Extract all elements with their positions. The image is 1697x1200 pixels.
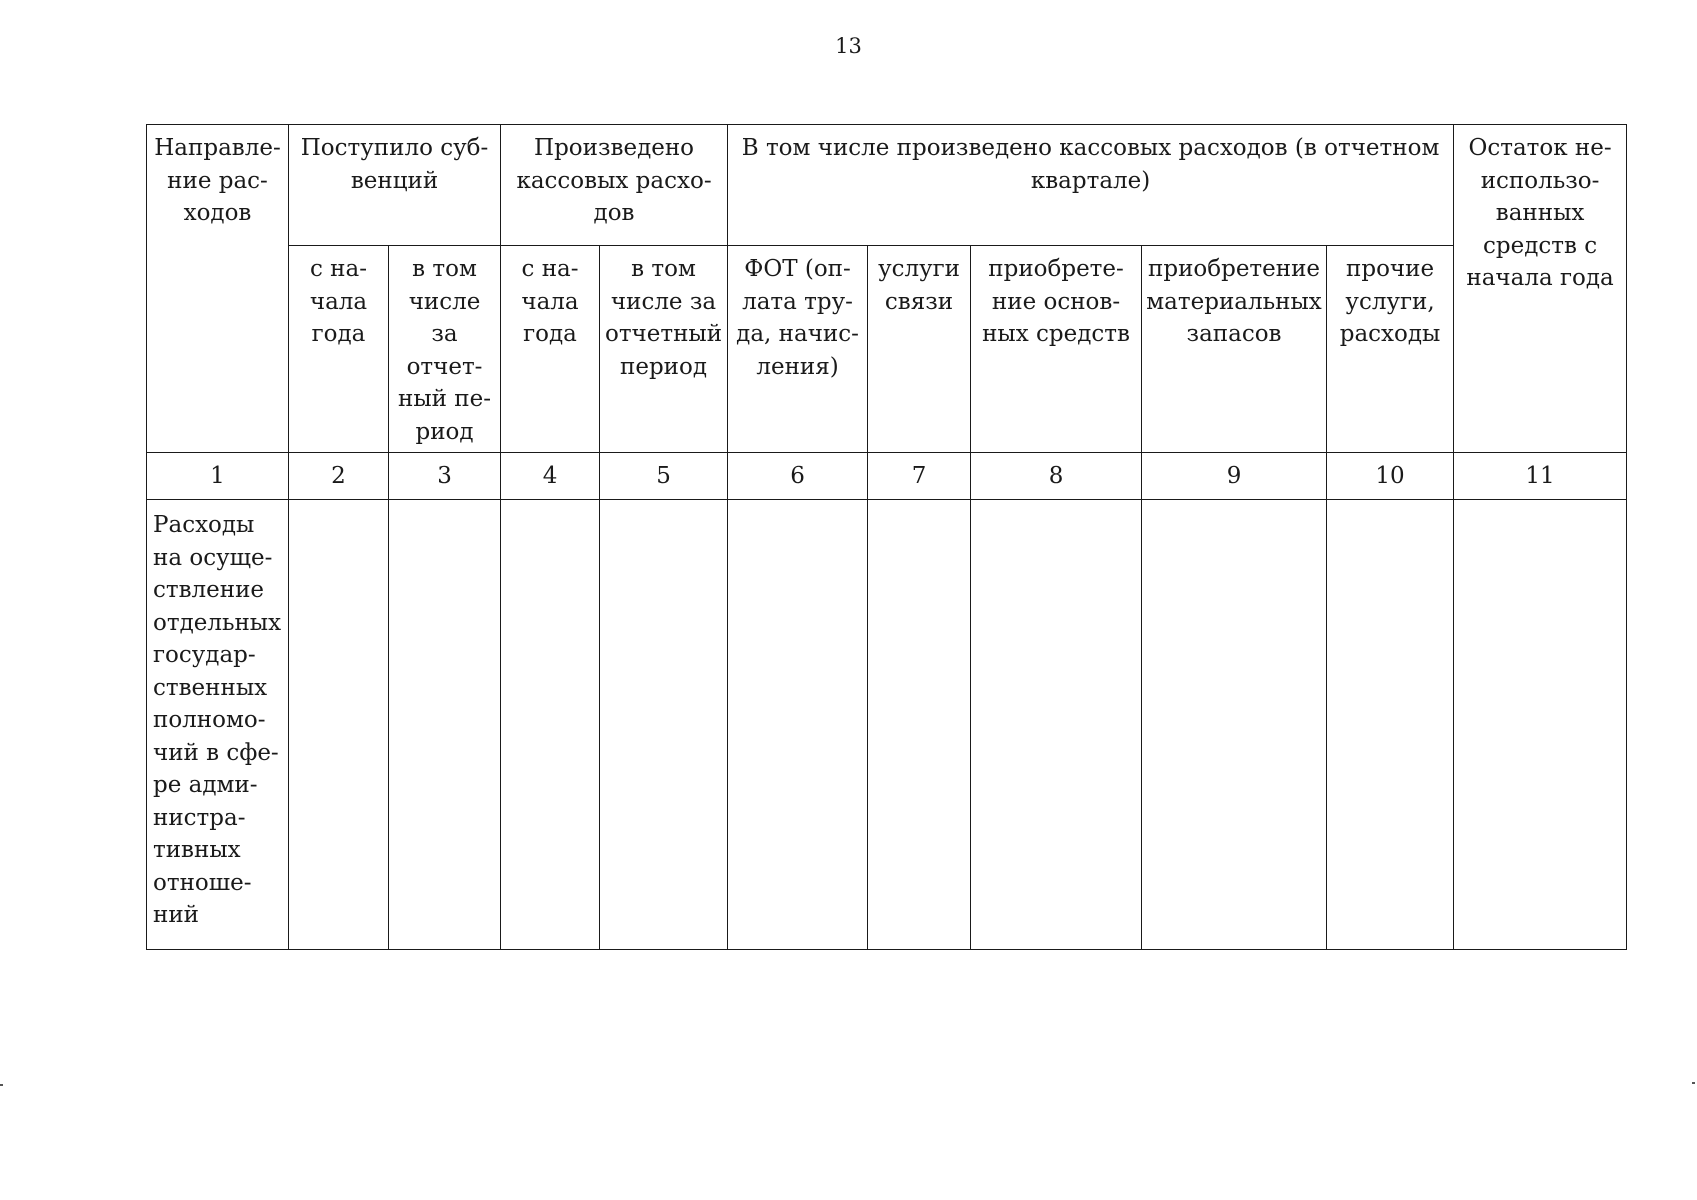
header-communication-services: услуги связи xyxy=(868,246,971,453)
header-received-from-year-start: с на- чала года xyxy=(289,246,389,453)
header-row-subcolumns xyxy=(147,246,1627,453)
header-unused-remainder: Остаток не- использо- ванных средств с начала года xyxy=(1454,125,1627,453)
header-spent-from-year-start: с на- чала года xyxy=(501,246,600,453)
header-received-subventions: Поступило суб- венций xyxy=(289,125,501,246)
table-cell xyxy=(1142,500,1327,950)
table-cell xyxy=(389,500,501,950)
table-cell xyxy=(1454,500,1627,950)
header-material-stocks: приобретение материальных запасов xyxy=(1142,246,1327,453)
header-direction: Направле- ние рас- ходов xyxy=(147,125,289,453)
table-cell xyxy=(728,500,868,950)
column-number: 2 xyxy=(289,453,389,500)
row-label-administrative-powers: Расходы на осуще- ствление отдельных государ- ственных полномо- чий в сфе- ре адми- нистра- тивных отноше- ний xyxy=(147,500,289,950)
table-cell xyxy=(289,500,389,950)
column-number: 6 xyxy=(728,453,868,500)
header-cash-expenses: Произведено кассовых расхо- дов xyxy=(501,125,728,246)
column-number: 5 xyxy=(600,453,728,500)
header-including-quarter-expenses: В том числе произведено кассовых расходов (в отчетном квартале) xyxy=(728,125,1454,246)
table-cell xyxy=(501,500,600,950)
header-fixed-assets: приобрете- ние основ- ных средств xyxy=(971,246,1142,453)
table-cell xyxy=(971,500,1142,950)
column-number: 11 xyxy=(1454,453,1627,500)
table-cell xyxy=(600,500,728,950)
column-number: 4 xyxy=(501,453,600,500)
header-row-groups xyxy=(147,125,1627,246)
scan-speck xyxy=(1692,1082,1695,1084)
column-number: 3 xyxy=(389,453,501,500)
header-other-services: прочие услуги, расходы xyxy=(1327,246,1454,453)
table-cell xyxy=(868,500,971,950)
column-number: 7 xyxy=(868,453,971,500)
scan-speck xyxy=(0,1084,3,1086)
table-row xyxy=(147,500,1627,950)
page-number: 13 xyxy=(835,34,862,58)
column-number: 1 xyxy=(147,453,289,500)
header-received-reporting-period: в том числе за отчет- ный пе- риод xyxy=(389,246,501,453)
column-number-row xyxy=(147,453,1627,500)
column-number: 8 xyxy=(971,453,1142,500)
header-spent-reporting-period: в том числе за отчетный период xyxy=(600,246,728,453)
column-number: 9 xyxy=(1142,453,1327,500)
column-number: 10 xyxy=(1327,453,1454,500)
header-payroll: ФОТ (оп- лата тру- да, начис- ления) xyxy=(728,246,868,453)
table-cell xyxy=(1327,500,1454,950)
expenditure-report-table xyxy=(146,124,1627,950)
